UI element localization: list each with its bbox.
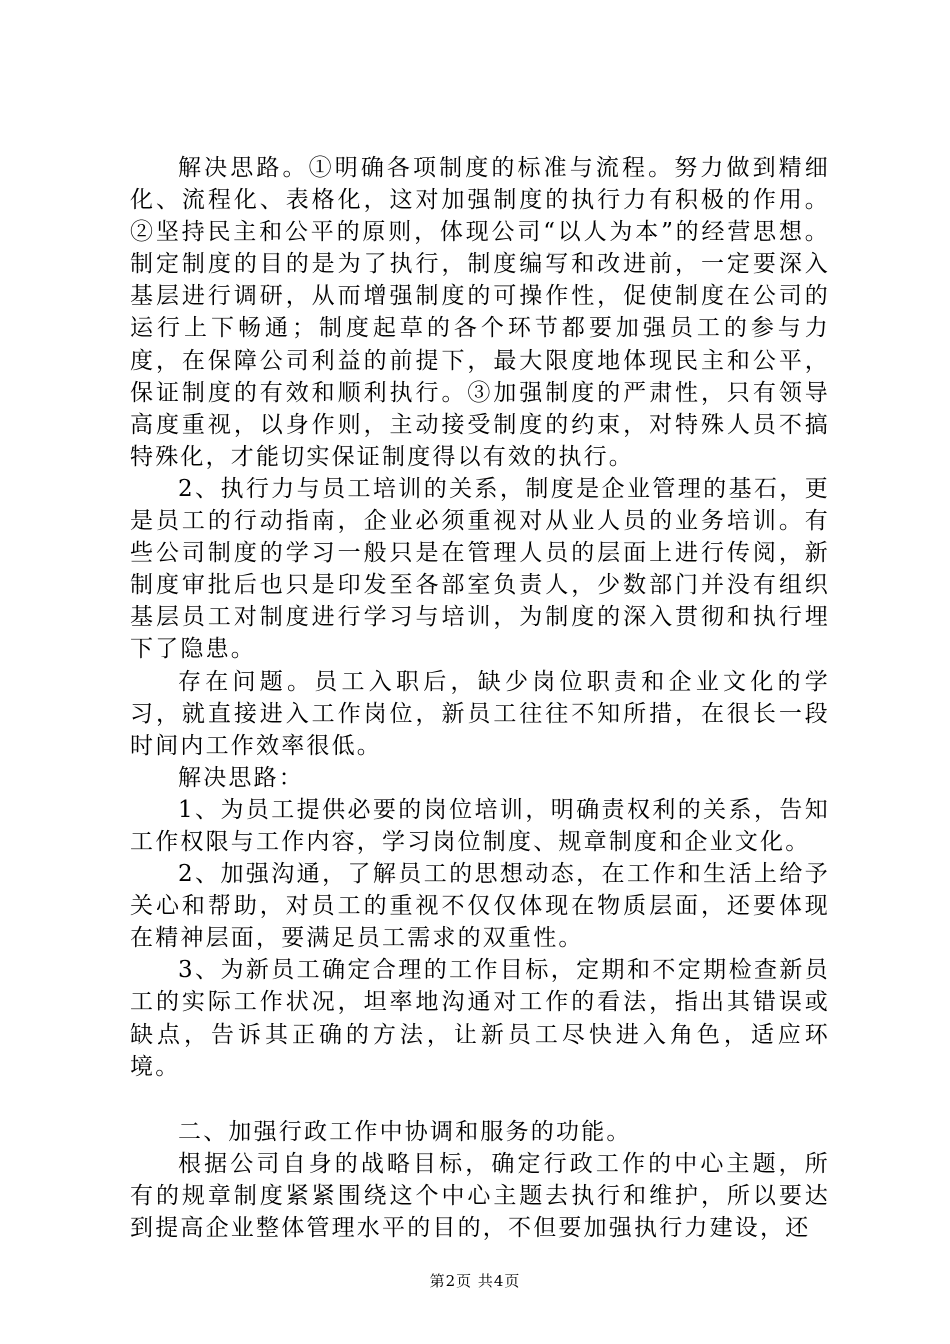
paragraph-training-relation: 2、执行力与员工培训的关系，制度是企业管理的基石，更是员工的行动指南，企业必须重视对从业人员的业务培训。有些公司制度的学习一般只是在管理人员的层面上进行传阅，新制度审批后也只是印发至各部室负责人，少数部门并没有组织基层员工对制度进行学习与培训，为制度的深入贯彻和执行埋下了隐患。 xyxy=(130,475,830,663)
paragraph-solution-heading: 解决思路： xyxy=(178,764,304,791)
paragraph-solution-item-1: 1、为员工提供必要的岗位培训，明确责权利的关系，告知工作权限与工作内容，学习岗位制度、规章制度和企业文化。 xyxy=(130,796,830,855)
paragraph-solution-item-3: 3、为新员工确定合理的工作目标，定期和不定期检查新员工的实际工作状况，坦率地沟通对工作的看法，指出其错误或缺点，告诉其正确的方法，让新员工尽快进入角色，适应环境。 xyxy=(130,957,830,1080)
page-footer: 第2页 共4页 xyxy=(429,1272,521,1290)
document-body xyxy=(130,152,830,1244)
paragraph-existing-problem: 存在问题。员工入职后，缺少岗位职责和企业文化的学习，就直接进入工作岗位，新员工往往不知所措，在很长一段时间内工作效率很低。 xyxy=(130,668,830,759)
paragraph-solution-ideas-1: 解决思路。①明确各项制度的标准与流程。努力做到精细化、流程化、表格化，这对加强制度的执行力有积极的作用。②坚持民主和公平的原则，体现公司“以人为本”的经营思想。制定制度的目的是为了执行，制度编写和改进前，一定要深入基层进行调研，从而增强制度的可操作性，促使制度在公司的运行上下畅通；制度起草的各个环节都要加强员工的参与力度，在保障公司利益的前提下，最大限度地体现民主和公平，保证制度的有效和顺利执行。③加强制度的严肃性，只有领导高度重视，以身作则，主动接受制度的约束，对特殊人员不搞特殊化，才能切实保证制度得以有效的执行。 xyxy=(130,155,830,470)
paragraph-solution-item-2: 2、加强沟通，了解员工的思想动态，在工作和生活上给予关心和帮助，对员工的重视不仅仅体现在物质层面，还要体现在精神层面，要满足员工需求的双重性。 xyxy=(130,861,830,952)
paragraph-strategic-goal: 根据公司自身的战略目标，确定行政工作的中心主题，所有的规章制度紧紧围绕这个中心主题去执行和维护，所以要达到提高企业整体管理水平的目的，不但要加强执行力建设，还 xyxy=(130,1150,830,1241)
section-heading-coordination: 二、加强行政工作中协调和服务的功能。 xyxy=(178,1118,632,1145)
